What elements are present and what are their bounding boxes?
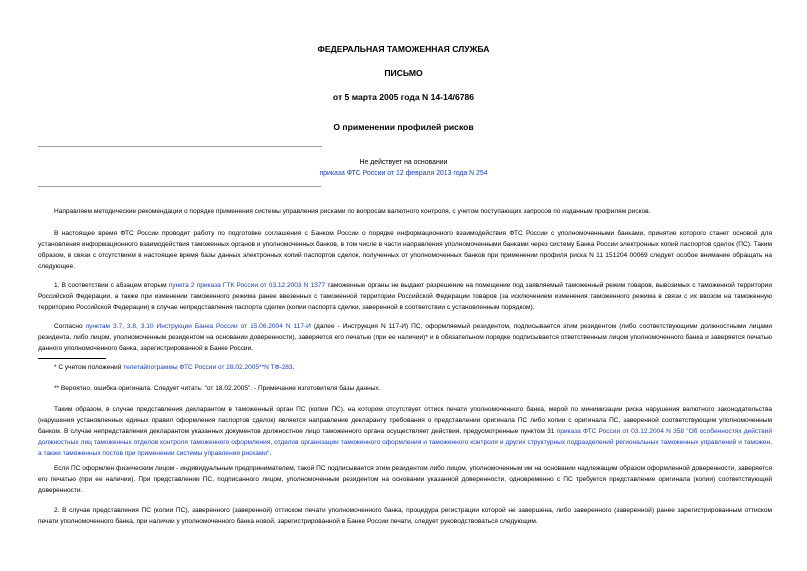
doc-subject: О применении профилей рисков [333, 122, 474, 132]
paragraph-consequence-text-cont: . [269, 450, 272, 457]
paragraph-consequence-text: Таким образом, в случае представления декларантом в таможенный орган ПС (копии ПС), на котором отсутствует оттиск печати уполномоченного банка, мерой по минимизации риска нарушения валютного законодательства (нарушения установленных единых правил оформления паспортов сделок) является направление декларанту требования о представлении оригинала ПС либо копии с оригинала ПС, заверенной соответствующим уполномоченным банком. В случае непредставления декларантом указанных документов должностное лицо таможенного органа осуществляет действия, предусмотренные пунктом 31 [38, 406, 772, 435]
paragraph-item-1 [38, 280, 772, 313]
paragraph-instruction [38, 321, 772, 354]
doc-type: ПИСЬМО [384, 68, 423, 78]
status-notice-link-row [0, 168, 807, 179]
paragraph-item-2: 2. В случае представления ПС (копии ПС), заверенного (заверенной) оттиском печати уполномоченного банка, процедура регистрации которой не завершена, либо заверенного (заверенной) ранее зарегистрированным оттиском печати уполномоченного банка, при наличии у уполномоченного банка новой, зарегистрированной в Банке России печати, следует руководствоваться следующим. [38, 507, 772, 525]
agency-title: ФЕДЕРАЛЬНАЯ ТАМОЖЕННАЯ СЛУЖБА [317, 44, 490, 54]
footnote-1-text: * С учетом положений [54, 364, 124, 371]
paragraph-item-1-text-cont: таможенные органы не выдают разрешение на помещение под заявляемый таможенный режим товаров, вывозимых с таможенной территории Российской Федерации, а также при изменении таможенного режима ранее ввезенных с таможенной территории Российской Федерации товаров (за исключением изменения таможенного режима в связи с их ввозом на таможенную территорию Российской Федерации) в случае непредставления паспорта сделки (копии паспорта сделки, заверенной в соответствии с установленным порядком). [38, 282, 772, 311]
repeal-order-link[interactable]: приказа ФТС России от 12 февраля 2013 года N 254 [319, 170, 488, 177]
paragraph-intro: Направляем методические рекомендации о порядке применения системы управления рисками по вопросам валютного контроля, с учетом поступающих запросов по изданным профилям рисков. [54, 208, 651, 215]
paragraph-instruction-text-cont: (далее - Инструкция N 117-И) ПС, оформляемый резидентом, подписывается этим резидентом (либо соответствующими должностными лицами резидента, либо лицом, уполномоченным резидентом на основании доверенности), заверяется его печатью (при ее наличии)* и в обязательном порядке подписывается ответственным лицом уполномоченного банка и заверяется печатью данного уполномоченного банка, зарегистрированной в Банке России. [38, 323, 772, 352]
paragraph-item-1-text: 1. В соответствии с абзацем вторым [54, 282, 169, 289]
status-notice: Не действует на основании [359, 159, 448, 166]
doc-date-number: от 5 марта 2005 года N 14-14/6786 [332, 92, 475, 102]
paragraph-context: В настоящее время ФТС России проводит работу по подготовке соглашения с Банком России о порядке информационного взаимодействия ФТС России с уполномоченными банками, принятие которого станет основой для установления информационного взаимодействия таможенных органов и уполномоченных банков, в том числе в части направления уполномоченными банками через систему Банка России электронных копий паспортов сделок (ПС). Таким образом, в связи с отсутствием в настоящее время базы данных электронных копий паспортов сделок, полученных от уполномоченных банков при применении профиля риска N 11 151204 00069 следует особое внимание обращать на следующее. [38, 230, 772, 270]
paragraph-instruction-text: Согласно [54, 323, 86, 330]
divider-bottom [38, 186, 321, 187]
teletype-link[interactable]: телетайпограммы ФТС России от 28.02.2005**N ТФ-283 [123, 364, 293, 371]
fts-order-358-link[interactable]: приказа ФТС России от 03.12.2004 N 358 "Об особенностях действий должностных лиц таможенных отделов контроля таможенного оформления, отделов организации таможенного оформления и таможенного контроля и других структурных подразделений региональных таможенных управлений и таможен, а также таможенных постов при применении системы управления рисками" [38, 428, 772, 457]
footnote-2: ** Вероятно, ошибка оригинала. Следует читать: "от 18.02.2005". - Примечание изготовителя базы данных. [54, 385, 381, 392]
divider-top [38, 146, 322, 147]
gtk-order-1377-link[interactable]: пункта 2 приказа ГТК России от 03.12.2003 N 1377 [168, 282, 326, 289]
instruction-117i-link[interactable]: пунктам 3.7, 3.8, 3.10 Инструкции Банка России от 15.06.2004 N 117-И [85, 323, 311, 330]
paragraph-consequence [38, 404, 772, 459]
footnote-divider [38, 358, 106, 359]
footnote-1-text-cont: . [292, 364, 295, 371]
footnote-1 [54, 362, 294, 373]
paragraph-individual: Если ПС оформлен физическим лицом - индивидуальным предпринимателем, такой ПС подписывается этим резидентом либо лицом, уполномоченным им на основании надлежащим образом оформленной доверенности, заверяется его печатью (при ее наличии). При представлении ПС, подписанного лицом, уполномоченным резидентом на основании указанной доверенности, одновременно с ПС требуется представление оригинала (копии) соответствующей доверенности. [38, 465, 772, 494]
